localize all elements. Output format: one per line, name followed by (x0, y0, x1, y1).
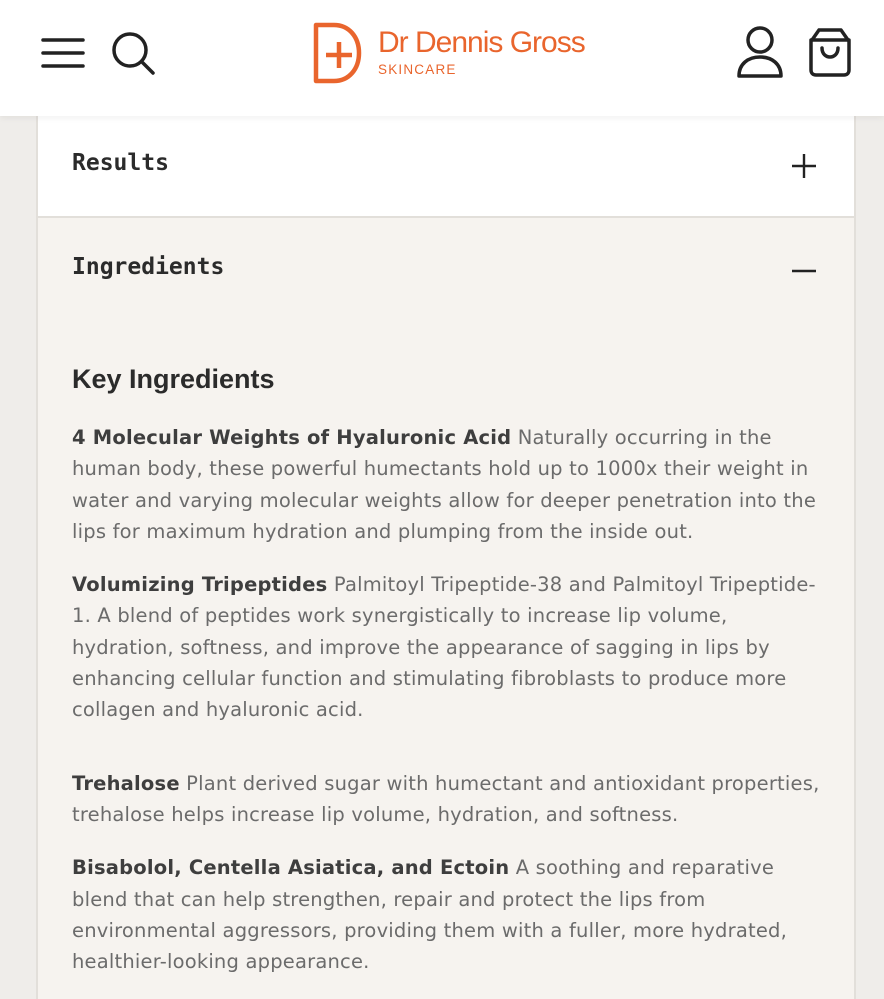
account-button[interactable] (730, 22, 790, 82)
accordion-results[interactable] (38, 116, 854, 218)
search-icon (110, 30, 156, 76)
ingredient-item (72, 569, 832, 725)
brand-logo[interactable] (312, 20, 592, 86)
brand-logo-mark-icon (312, 22, 362, 84)
ingredient-description: Naturally occurring in the human body, these powerful humectants hold up to 1000x their weight in water and varying molecular weights allow for deeper penetration into the lips for maximum hydration and plumping from the inside out. (72, 426, 817, 543)
ingredient-name: 4 Molecular Weights of Hyaluronic Acid (72, 426, 512, 449)
ingredient-name: Trehalose (72, 771, 180, 795)
menu-button[interactable] (36, 28, 90, 78)
account-icon (736, 24, 784, 80)
accordion-ingredients[interactable] (38, 218, 854, 322)
ingredient-item (72, 422, 832, 547)
search-button[interactable] (106, 26, 160, 80)
ingredient-name: Volumizing Tripeptides (72, 573, 328, 597)
brand-subtitle: SKINCARE (378, 62, 457, 77)
site-header (0, 0, 884, 116)
ingredient-description: Palmitoyl Tripeptide-38 and Palmitoyl Tripeptide-1. A blend of peptides work synergistically to increase lip volume, hydration, softness, and improve the appearance of sagging in lips by enhancing cellular function and stimulating fibroblasts to produce more collagen and hyaluronic acid. (72, 573, 816, 722)
accordion-results-title: Results (72, 150, 169, 176)
product-details-panel (36, 116, 856, 999)
ingredient-item (72, 852, 832, 977)
cart-button[interactable] (800, 22, 860, 82)
ingredient-description: Plant derived sugar with humectant and antioxidant properties, trehalose helps increase lip volume, hydration, and softness. (72, 771, 820, 826)
menu-icon (41, 36, 85, 70)
accordion-ingredients-title: Ingredients (72, 254, 225, 280)
key-ingredients-heading: Key Ingredients (72, 364, 275, 394)
shopping-bag-icon (807, 26, 853, 78)
ingredients-content (72, 362, 832, 977)
plus-icon[interactable] (790, 152, 818, 180)
ingredient-name: Bisabolol, Centella Asiatica, and Ectoin (72, 856, 510, 880)
ingredient-item (72, 768, 832, 831)
brand-name: Dr Dennis Gross (378, 26, 585, 59)
ingredient-description: A soothing and reparative blend that can help strengthen, repair and protect the lips from environmental aggressors, providing them with a fuller, more hydrated, healthier-looking appearance. (72, 856, 788, 974)
minus-icon[interactable] (790, 257, 818, 285)
